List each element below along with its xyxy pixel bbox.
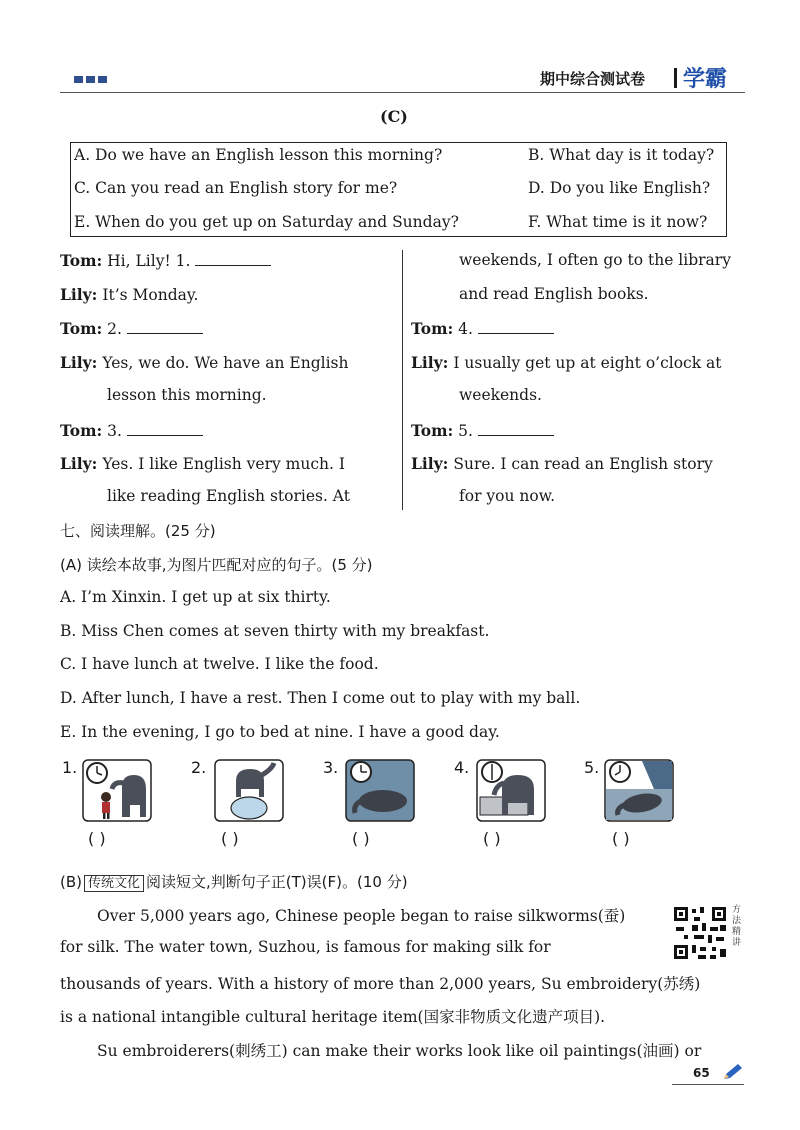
answer-paren-2[interactable]: ( ) xyxy=(221,829,239,848)
dialogue-right-1: weekends, I often go to the library xyxy=(459,251,731,269)
dialogue-line-6b: like reading English stories. At xyxy=(107,487,350,505)
dialogue-right-4 xyxy=(411,353,722,372)
passage-line-3: thousands of years. With a history of more than 2,000 years, Su embroidery(苏绣) xyxy=(60,975,701,993)
elephant-sleeping-icon xyxy=(604,759,674,822)
passage-line-5: Su embroiderers(刺绣工) can make their works look like oil paintings(油画) or xyxy=(97,1042,702,1060)
header-decoration xyxy=(74,76,107,83)
dialogue-right-6b: for you now. xyxy=(459,487,556,505)
dialogue-line-6 xyxy=(60,454,345,473)
speaker-lily: Lily: xyxy=(411,353,449,372)
page-header-title: 期中综合测试卷 xyxy=(540,70,646,88)
dialogue-divider xyxy=(402,250,403,510)
passage-line-4: is a national intangible cultural heritage item(国家非物质文化遗产项目). xyxy=(60,1008,606,1026)
speaker-lily: Lily: xyxy=(411,454,449,473)
answer-blank-2[interactable] xyxy=(127,319,203,334)
speaker-tom: Tom: xyxy=(60,251,103,270)
answer-paren-4[interactable]: ( ) xyxy=(483,829,501,848)
header-rule xyxy=(60,92,745,93)
dialogue-text: 4. xyxy=(458,320,473,338)
answer-paren-5[interactable]: ( ) xyxy=(612,829,630,848)
answer-paren-3[interactable]: ( ) xyxy=(352,829,370,848)
picture-number-2: 2. xyxy=(191,758,207,777)
option-e: E. When do you get up on Saturday and Sunday? xyxy=(74,213,459,231)
speaker-tom: Tom: xyxy=(411,319,454,338)
dialogue-text: Yes, we do. We have an English xyxy=(102,354,349,372)
elephant-girl-clock-icon xyxy=(82,759,152,822)
speaker-lily: Lily: xyxy=(60,285,98,304)
dialogue-text: 2. xyxy=(107,320,122,338)
elephant-resting-icon xyxy=(345,759,415,822)
dialogue-text: It’s Monday. xyxy=(102,286,199,304)
option-d: D. Do you like English? xyxy=(528,179,711,197)
answer-paren-1[interactable]: ( ) xyxy=(88,829,106,848)
speaker-tom: Tom: xyxy=(411,421,454,440)
elephant-eating-icon xyxy=(476,759,546,822)
sentence-c: C. I have lunch at twelve. I like the food. xyxy=(60,655,379,673)
dialogue-line-5 xyxy=(60,421,203,440)
dialogue-text: I usually get up at eight o’clock at xyxy=(453,354,722,372)
dialogue-text: Hi, Lily! 1. xyxy=(107,252,191,270)
dialogue-line-3 xyxy=(60,319,203,338)
dialogue-right-2: and read English books. xyxy=(459,285,649,303)
passage-line-1: Over 5,000 years ago, Chinese people began to raise silkworms(蚕) xyxy=(97,907,626,925)
dialogue-right-5 xyxy=(411,421,554,440)
answer-blank-4[interactable] xyxy=(478,319,554,334)
option-b: B. What day is it today? xyxy=(528,146,715,164)
answer-blank-1[interactable] xyxy=(195,251,271,266)
picture-number-4: 4. xyxy=(454,758,470,777)
dialogue-right-3 xyxy=(411,319,554,338)
elephant-ball-icon xyxy=(214,759,284,822)
dialogue-text: 3. xyxy=(107,422,122,440)
part-b-label: (B) xyxy=(60,873,82,891)
pencil-icon xyxy=(722,1063,744,1081)
picture-number-3: 3. xyxy=(323,758,339,777)
answer-blank-3[interactable] xyxy=(127,421,203,436)
page-number: 65 xyxy=(693,1066,710,1080)
part-a-instruction: (A) 读绘本故事,为图片匹配对应的句子。(5 分) xyxy=(60,556,373,574)
dialogue-line-2 xyxy=(60,285,198,304)
dialogue-line-4b: lesson this morning. xyxy=(107,386,267,404)
dialogue-text: Sure. I can read an English story xyxy=(453,455,713,473)
sentence-b: B. Miss Chen comes at seven thirty with my breakfast. xyxy=(60,622,490,640)
picture-number-5: 5. xyxy=(584,758,600,777)
traditional-culture-tag: 传统文化 xyxy=(84,875,144,892)
brand-logo: 学霸 xyxy=(683,67,728,92)
passage-line-2: for silk. The water town, Suzhou, is famous for making silk for xyxy=(60,938,551,956)
speaker-lily: Lily: xyxy=(60,454,98,473)
dialogue-text: 5. xyxy=(458,422,473,440)
sentence-a: A. I’m Xinxin. I get up at six thirty. xyxy=(60,588,331,606)
reading-section-title: 七、阅读理解。(25 分) xyxy=(60,522,216,540)
sentence-e: E. In the evening, I go to bed at nine. I have a good day. xyxy=(60,723,500,741)
qr-code-label: 方法精讲 xyxy=(732,905,742,948)
speaker-tom: Tom: xyxy=(60,421,103,440)
dialogue-line-1 xyxy=(60,251,271,270)
dialogue-line-4 xyxy=(60,353,348,372)
qr-code-icon[interactable] xyxy=(672,905,728,961)
answer-blank-5[interactable] xyxy=(478,421,554,436)
sentence-d: D. After lunch, I have a rest. Then I come out to play with my ball. xyxy=(60,689,581,707)
footer-rule xyxy=(672,1084,744,1085)
speaker-tom: Tom: xyxy=(60,319,103,338)
header-divider xyxy=(674,68,677,88)
speaker-lily: Lily: xyxy=(60,353,98,372)
dialogue-text: Yes. I like English very much. I xyxy=(102,455,346,473)
part-b-instruction: 阅读短文,判断句子正(T)误(F)。(10 分) xyxy=(146,873,408,891)
dialogue-right-4b: weekends. xyxy=(459,386,542,404)
section-c-heading: (C) xyxy=(380,107,408,126)
part-b-instruction-line xyxy=(60,871,408,892)
option-a: A. Do we have an English lesson this morning? xyxy=(74,146,443,164)
picture-number-1: 1. xyxy=(62,758,78,777)
option-c: C. Can you read an English story for me? xyxy=(74,179,398,197)
dialogue-right-6 xyxy=(411,454,713,473)
option-f: F. What time is it now? xyxy=(528,213,708,231)
